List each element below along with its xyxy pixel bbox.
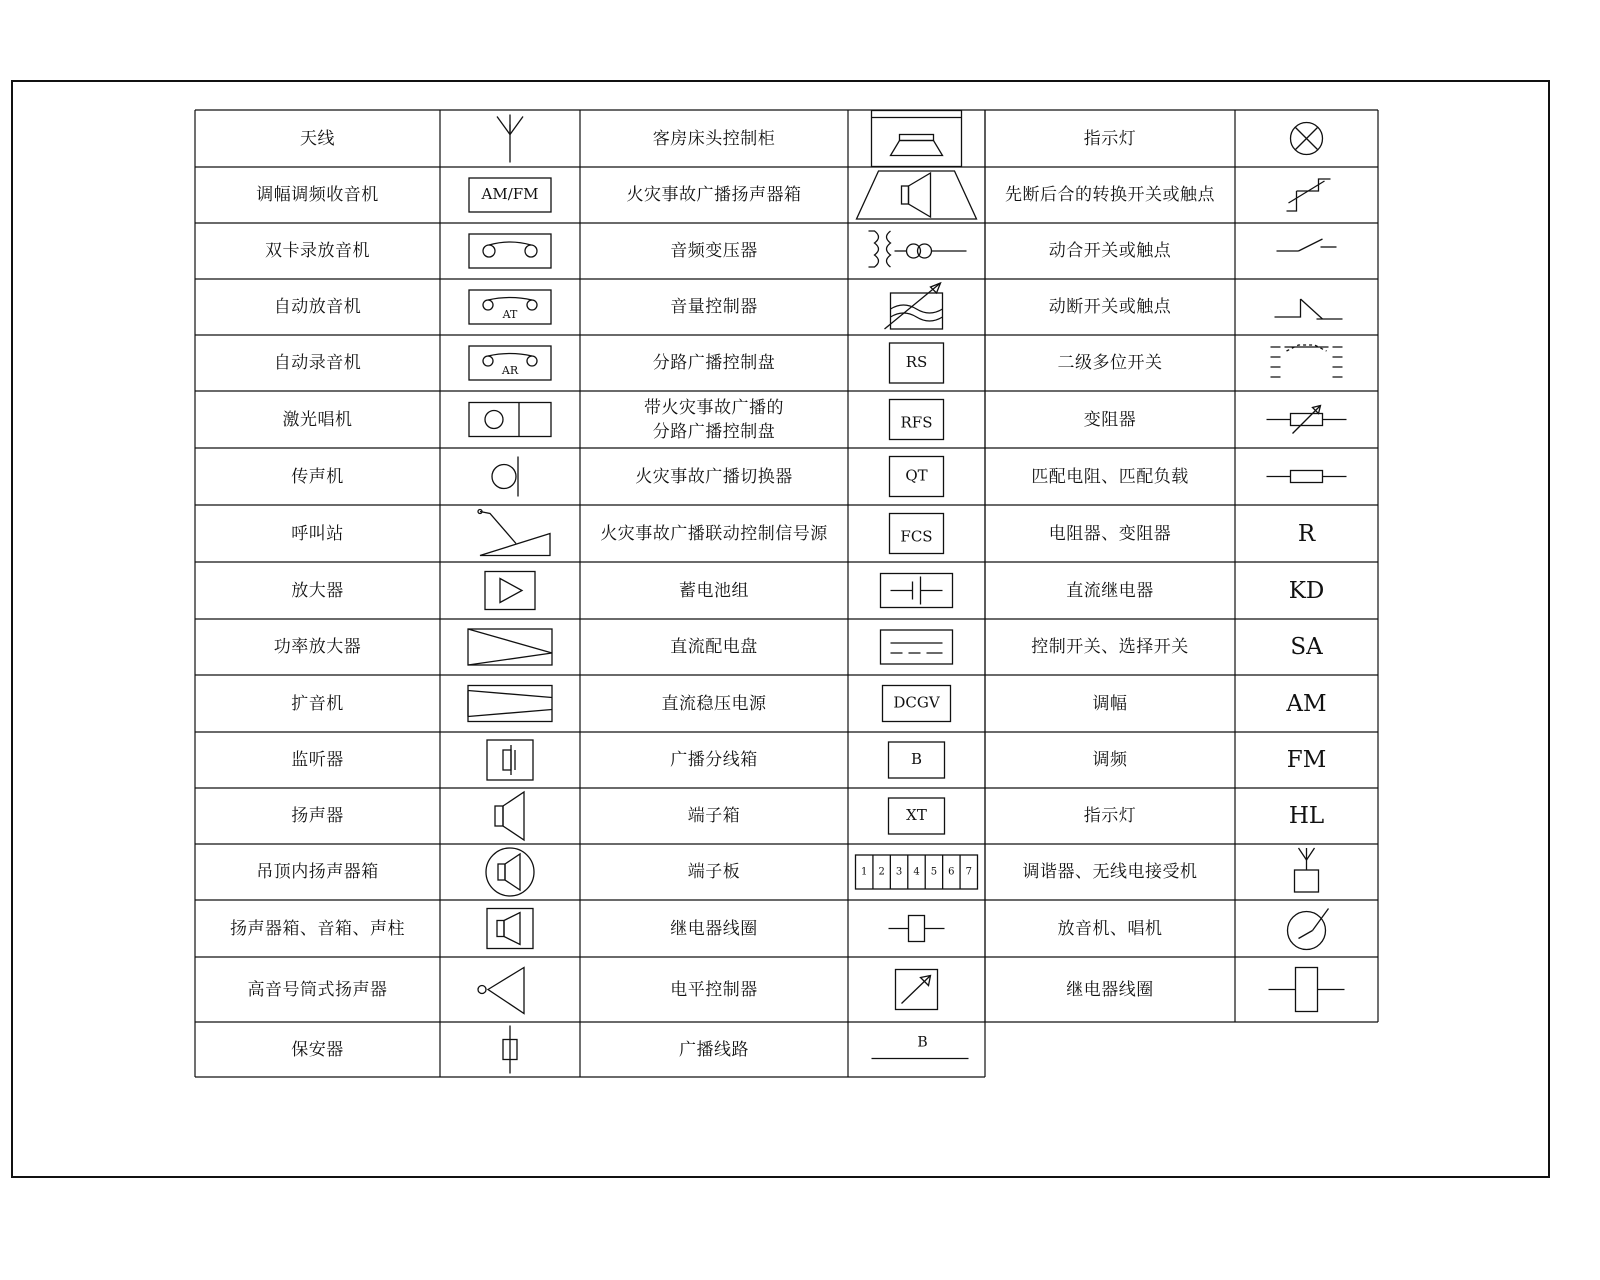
symbol-code: 3: [895, 866, 903, 878]
symbol-name: 火灾事故广播切换器: [635, 466, 793, 487]
symbol-code: DCGV: [893, 693, 940, 712]
symbol-name: 端子板: [687, 862, 741, 882]
symbol-name: 扩音机: [291, 693, 344, 714]
symbol-name: 动合开关或触点: [1048, 241, 1172, 261]
symbol-code: FCS: [900, 527, 933, 546]
tuner-icon: [1295, 848, 1319, 892]
symbol-name: 传声机: [291, 466, 344, 487]
symbol-name: 调频: [1092, 750, 1128, 770]
call-station-icon: [478, 510, 550, 556]
symbol-code: B: [910, 750, 923, 768]
symbol-name: 天线: [300, 128, 335, 149]
pa-amplifier-icon: [468, 686, 552, 722]
symbol-code: 2: [878, 866, 885, 878]
symbol-name: 直流继电器: [1066, 580, 1154, 601]
record-player-icon: [1288, 909, 1329, 950]
symbol-code: 7: [965, 866, 972, 878]
symbol-name: 扬声器: [291, 806, 344, 826]
symbol-name: 蓄电池组: [679, 580, 749, 601]
symbol-name: 电平控制器: [670, 979, 758, 1000]
level-controller-icon: [896, 970, 938, 1010]
symbol-name: 继电器线圈: [670, 918, 758, 939]
symbol-name: 控制开关、选择开关: [1031, 637, 1189, 657]
symbol-name: 火灾事故广播扬声器箱: [626, 185, 802, 205]
symbol-code: XT: [906, 806, 927, 824]
relay-coil-small-icon: [889, 916, 945, 942]
symbol-letter-code: HL: [1288, 803, 1325, 829]
symbol-name: 放大器: [291, 580, 344, 601]
symbol-code: AT: [502, 308, 518, 321]
symbol-name: 先断后合的转换开关或触点: [1005, 185, 1215, 205]
auto-recorder-icon: [469, 346, 551, 380]
terminal-board-icon: [856, 855, 978, 889]
symbol-name: 客房床头控制柜: [652, 128, 776, 149]
protector-icon: [503, 1026, 517, 1074]
symbol-name: 指示灯: [1083, 806, 1137, 826]
symbol-letter-code: KD: [1288, 577, 1325, 604]
symbol-letter-code: AM: [1286, 690, 1327, 717]
indicator-lamp-icon: [1291, 123, 1323, 155]
break-contact-icon: [1275, 299, 1343, 319]
antenna-icon: [497, 115, 523, 163]
symbol-name: 激光唱机: [282, 409, 353, 430]
symbol-name: 吊顶内扬声器箱: [256, 862, 379, 882]
dc-regulated-power-icon: [883, 686, 951, 722]
symbol-code: QT: [905, 466, 928, 485]
auto-player-icon: [469, 290, 551, 324]
fire-broadcast-speaker-icon: [857, 171, 977, 219]
symbol-name: 呼叫站: [291, 523, 344, 544]
symbol-name: 分路广播控制盘: [652, 353, 776, 373]
monitor-icon: [487, 740, 533, 780]
symbol-name: 扬声器箱、音箱、声柱: [230, 918, 405, 939]
symbol-name: 调幅调频收音机: [256, 185, 379, 205]
symbol-code: RFS: [900, 413, 933, 432]
symbol-name: 放音机、唱机: [1057, 918, 1163, 939]
junction-box-icon: [889, 742, 945, 778]
symbol-name: 带火灾事故广播的 分路广播控制盘: [644, 397, 784, 442]
symbol-name: 监听器: [291, 750, 344, 770]
symbol-letter-code: R: [1297, 520, 1316, 547]
speaker-box-icon: [487, 909, 533, 949]
symbol-name: 二级多位开关: [1057, 353, 1163, 373]
symbol-name: 电阻器、变阻器: [1048, 523, 1172, 544]
make-contact-icon: [1277, 239, 1337, 251]
double-cassette-icon: [469, 234, 551, 268]
symbol-name: 功率放大器: [273, 637, 362, 657]
terminal-box-icon: [889, 798, 945, 834]
symbol-name: 高音号筒式扬声器: [247, 979, 388, 1000]
symbol-name: 音频变压器: [670, 241, 758, 261]
fire-branch-panel-icon: [890, 400, 944, 440]
matching-resistor-icon: [1267, 471, 1347, 483]
symbol-name: 广播线路: [679, 1039, 749, 1060]
symbol-name: 自动录音机: [273, 353, 362, 373]
volume-controller-icon: [885, 283, 943, 329]
symbol-name: 动断开关或触点: [1048, 297, 1172, 317]
symbol-name: 调谐器、无线电接受机: [1022, 862, 1198, 882]
microphone-icon: [492, 457, 518, 497]
horn-speaker-icon: [478, 968, 524, 1014]
symbol-name: 变阻器: [1083, 409, 1137, 430]
symbol-letter-code: SA: [1290, 634, 1323, 660]
symbol-name: 保安器: [291, 1039, 344, 1060]
symbol-name: 广播分线箱: [670, 750, 758, 770]
symbol-name: 火灾事故广播联动控制信号源: [600, 523, 828, 544]
symbol-name: 自动放音机: [273, 297, 362, 317]
symbol-name: 继电器线圈: [1066, 979, 1154, 1000]
audio-transformer-icon: [869, 231, 967, 267]
symbol-name: 端子箱: [687, 806, 741, 826]
dc-panel-icon: [881, 630, 953, 664]
multi-position-switch-icon: [1271, 345, 1343, 377]
symbol-code: RS: [905, 353, 928, 371]
symbol-letter-code: FM: [1286, 747, 1327, 773]
fire-signal-source-icon: [890, 514, 944, 554]
bedside-console-icon: [872, 111, 962, 167]
cd-player-icon: [469, 403, 551, 437]
symbol-name: 指示灯: [1083, 128, 1137, 149]
symbol-code: 1: [861, 866, 868, 878]
symbol-name: 双卡录放音机: [265, 241, 370, 261]
symbol-name: 音量控制器: [670, 297, 758, 317]
battery-icon: [881, 574, 953, 608]
changeover-contact-icon: [1287, 179, 1331, 211]
speaker-icon: [495, 792, 524, 840]
symbol-code: 5: [930, 866, 938, 878]
symbol-code: B: [917, 1034, 928, 1051]
amplifier-icon: [485, 572, 535, 610]
symbol-code: AR: [501, 364, 519, 377]
broadcast-line-icon: [872, 1035, 969, 1059]
branch-panel-icon: [890, 343, 944, 383]
fire-switcher-icon: [890, 457, 944, 497]
symbol-code: AM/FM: [481, 185, 539, 203]
symbol-name: 调幅: [1092, 693, 1128, 714]
rheostat-icon: [1267, 406, 1347, 434]
symbol-code: 4: [913, 866, 920, 878]
symbol-name: 直流稳压电源: [661, 693, 767, 714]
symbol-name: 直流配电盘: [670, 637, 758, 657]
symbol-code: 6: [948, 866, 955, 878]
power-amplifier-icon: [468, 629, 552, 665]
relay-coil-icon: [1269, 968, 1345, 1012]
symbol-name: 匹配电阻、匹配负载: [1031, 466, 1189, 487]
am-fm-radio-icon: [469, 178, 551, 212]
ceiling-speaker-icon: [486, 848, 534, 896]
